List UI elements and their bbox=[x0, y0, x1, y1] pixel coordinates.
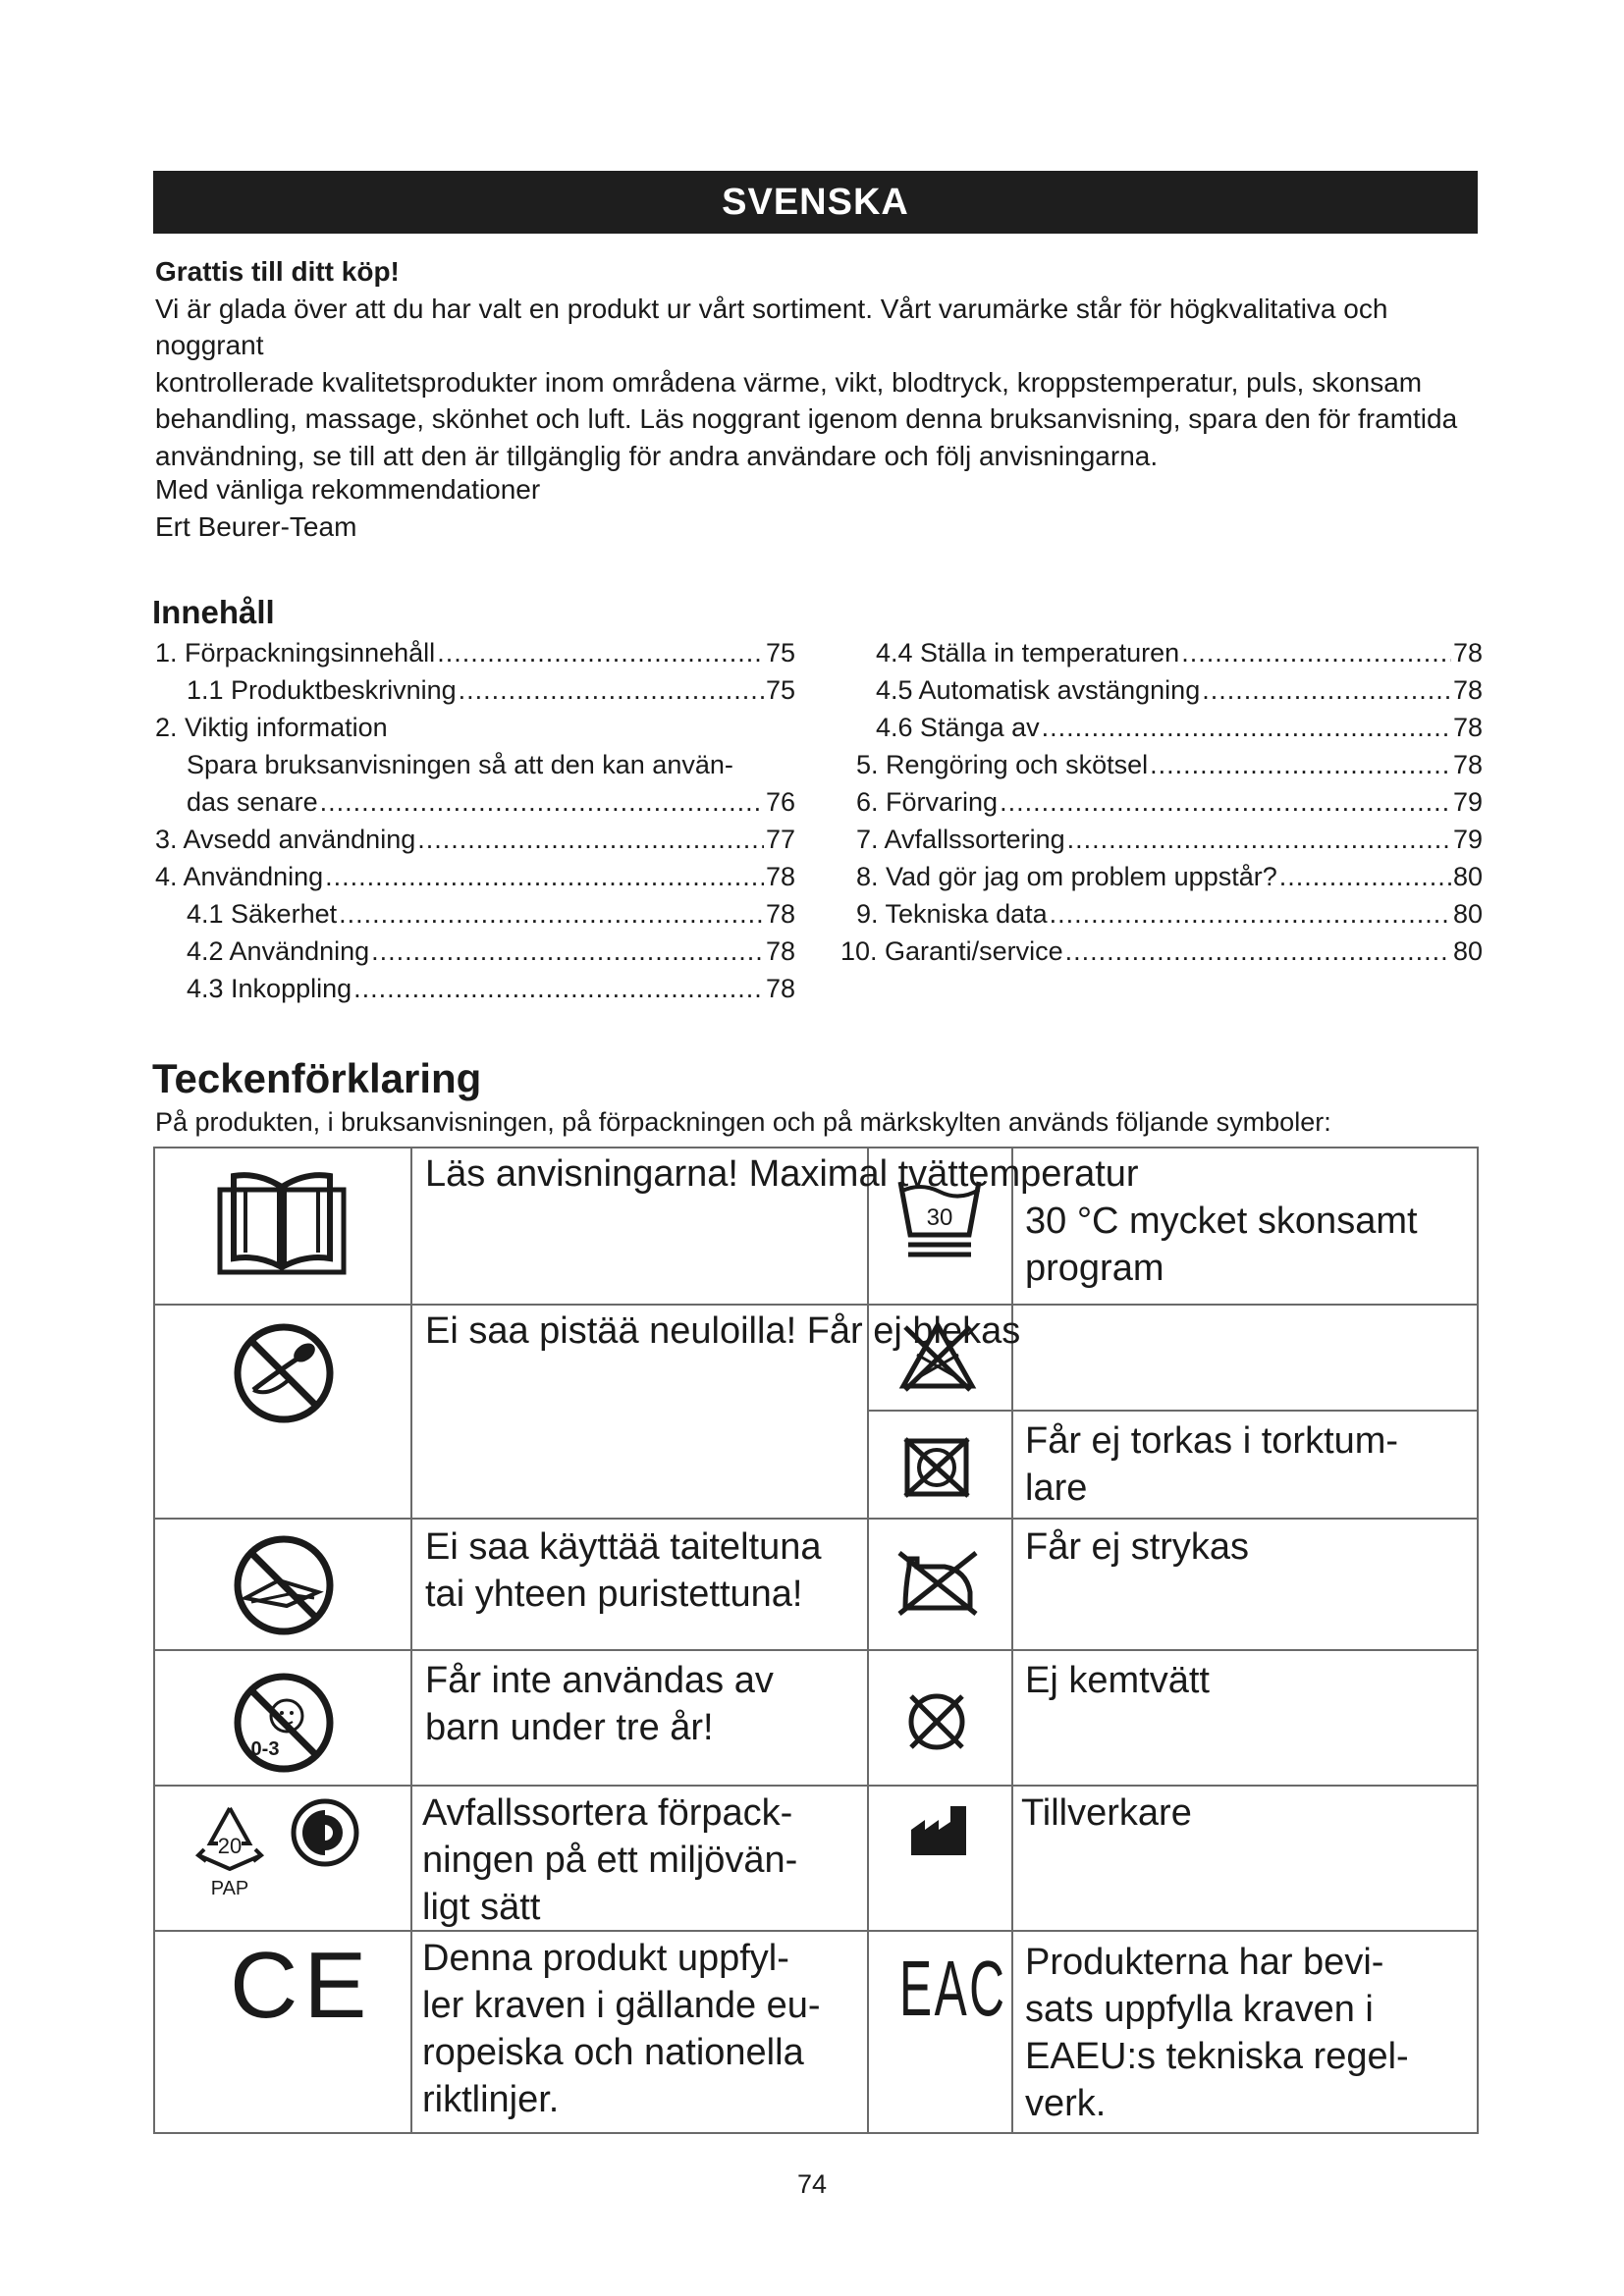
toc-entry[interactable]: 2. Viktig information bbox=[155, 713, 388, 742]
toc-entry[interactable]: 4.1 Säkerhet ..... 78 bbox=[187, 895, 795, 933]
greeting bbox=[155, 471, 540, 545]
intro-heading: Grattis till ditt köp! bbox=[155, 256, 400, 287]
toc-entry[interactable]: 8. Vad gör jag om problem uppstår? ..... 80 bbox=[856, 858, 1483, 895]
child-age-label: 0-3 bbox=[250, 1738, 280, 1760]
book-icon bbox=[218, 1172, 346, 1274]
ce-mark: CE bbox=[230, 1933, 373, 2038]
toc-entry[interactable]: 9. Tekniska data ..... 80 bbox=[856, 895, 1483, 933]
read-instructions-text: Läs anvisningarna! Maximal tvättemperatur bbox=[425, 1153, 1139, 1195]
intro-line: kontrollerade kvalitetsprodukter inom områdena värme, vikt, blodtryck, kroppstemperatur, puls, skonsam bbox=[155, 366, 1423, 398]
manufacturer-icon bbox=[909, 1804, 968, 1857]
toc-entry[interactable]: 6. Förvaring ..... 79 bbox=[856, 783, 1483, 821]
page-number: 74 bbox=[796, 2169, 828, 2199]
toc-entry[interactable]: 4. Användning ..... 78 bbox=[155, 858, 795, 895]
toc-entry[interactable]: 4.6 Stänga av ..... 78 bbox=[876, 709, 1483, 746]
toc-title: Innehåll bbox=[152, 594, 275, 630]
manufacturer-text: Tillverkare bbox=[1021, 1792, 1192, 1834]
recycling-code: PAP bbox=[210, 1878, 249, 1899]
toc-entry[interactable]: 4.2 Användning ..... 78 bbox=[187, 933, 795, 970]
no-dry-clean-icon bbox=[903, 1688, 970, 1755]
eac-mark: EAC bbox=[899, 1945, 1007, 2032]
no-folded-icon bbox=[232, 1533, 336, 1637]
no-pins-text: Ei saa pistää neuloilla! Får ej blekas bbox=[425, 1310, 1021, 1352]
intro-line: Vi är glada över att du har valt en produkt ur vårt sortiment. Vårt varumärke står för högkvalitativa och noggrant bbox=[155, 293, 1388, 360]
intro-line: behandling, massage, skönhet och luft. Läs noggrant igenom denna bruksanvisning, spara den för framtida bbox=[155, 403, 1458, 434]
toc-entry[interactable]: 4.3 Inkoppling ..... 78 bbox=[187, 970, 795, 1007]
no-dry-clean-text: Ej kemtvätt bbox=[1025, 1660, 1210, 1701]
legend-title: Teckenförklaring bbox=[152, 1055, 482, 1101]
toc-entry[interactable]: 4.4 Ställa in temperaturen ..... 78 bbox=[876, 634, 1483, 671]
recycle-text: Avfallssortera förpack- ningen på ett miljövän- ligt sätt bbox=[422, 1792, 798, 1928]
greeting-line: Med vänliga rekommendationer bbox=[155, 474, 541, 505]
wash-temperature-description: 30 °C mycket skonsamt program bbox=[1025, 1201, 1418, 1289]
no-iron-text: Får ej strykas bbox=[1025, 1526, 1250, 1568]
symbol-table bbox=[153, 1147, 1479, 2134]
no-children-icon bbox=[232, 1671, 336, 1775]
toc-entry[interactable]: 10. Garanti/service ..... 80 bbox=[840, 933, 1483, 970]
legend-subtitle: På produkten, i bruksanvisningen, på förpackningen och på märkskylten används följande symboler: bbox=[155, 1107, 1331, 1137]
toc-entry[interactable]: 1.1 Produktbeskrivning ..... 75 bbox=[187, 671, 795, 709]
toc-entry: Spara bruksanvisningen så att den kan använ- bbox=[187, 750, 733, 779]
recycling-number: 20 bbox=[217, 1834, 243, 1858]
no-iron-icon bbox=[895, 1549, 980, 1618]
no-tumble-dry-icon bbox=[901, 1435, 972, 1500]
ce-text: Denna produkt uppfyl- ler kraven i gällande eu- ropeiska och nationella riktlinjer. bbox=[422, 1938, 821, 2120]
green-dot-icon bbox=[291, 1798, 359, 1867]
toc-entry[interactable]: 7. Avfallssortering ..... 79 bbox=[856, 821, 1483, 858]
wash-tub-value: 30 bbox=[926, 1204, 953, 1231]
intro-line: användning, se till att den är tillgänglig för andra användare och följ anvisningarna. bbox=[155, 440, 1159, 471]
recycling-icon bbox=[190, 1800, 269, 1898]
toc-entry[interactable]: 4.5 Automatisk avstängning ..... 78 bbox=[876, 671, 1483, 709]
greeting-line: Ert Beurer-Team bbox=[155, 510, 357, 542]
language-banner: SVENSKA bbox=[153, 171, 1478, 234]
toc-entry[interactable]: 1. Förpackningsinnehåll ..... 75 bbox=[155, 634, 795, 671]
eac-text: Produkterna har bevi- sats uppfylla kraven i EAEU:s tekniska regel- verk. bbox=[1025, 1942, 1409, 2124]
no-tumble-dry-text: Får ej torkas i torktum- lare bbox=[1025, 1420, 1399, 1509]
toc-entry[interactable]: 3. Avsedd användning ..... 77 bbox=[155, 821, 795, 858]
intro-section bbox=[155, 253, 1490, 474]
no-folded-text: Ei saa käyttää taiteltuna tai yhteen puristettuna! bbox=[425, 1526, 822, 1615]
no-pins-icon bbox=[232, 1321, 336, 1425]
toc-entry[interactable]: 5. Rengöring och skötsel ..... 78 bbox=[856, 746, 1483, 783]
no-children-text: Får inte användas av barn under tre år! bbox=[425, 1660, 774, 1748]
toc-entry[interactable]: das senare ..... 76 bbox=[187, 783, 795, 821]
